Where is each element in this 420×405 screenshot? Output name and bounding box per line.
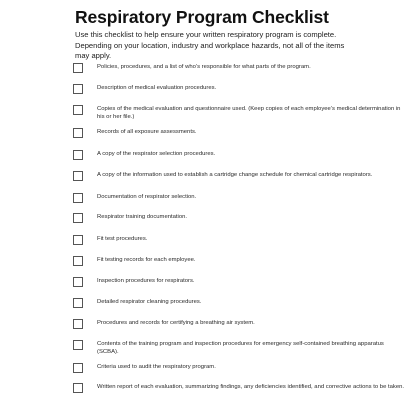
intro-paragraph: Use this checklist to help ensure your written respiratory program is complete. Depending on your location, industry and workplace hazards, not all of the items may apply. xyxy=(75,30,345,60)
checklist-item-cleaning-procedures xyxy=(73,298,413,308)
checklist-item-label: A copy of the respirator selection procedures. xyxy=(97,151,216,157)
checklist-item-label: Written report of each evaluation, summarizing findings, any deficiencies identified, and corrective actions to be taken. xyxy=(97,384,405,390)
checklist-item-medical-copies xyxy=(73,105,413,122)
checklist-item-inspection-procedures xyxy=(73,277,413,287)
checklist-item-breathing-air xyxy=(73,319,413,329)
checklist-item-selection-documentation xyxy=(73,193,413,203)
checkbox[interactable] xyxy=(73,363,83,373)
checklist-item-label: Policies, procedures, and a list of who’s responsible for what parts of the program. xyxy=(97,64,311,70)
checkbox[interactable] xyxy=(73,171,83,181)
checklist-item-label: Fit testing records for each employee. xyxy=(97,257,196,263)
checkbox[interactable] xyxy=(73,63,83,73)
checkbox[interactable] xyxy=(73,105,83,115)
checkbox[interactable] xyxy=(73,193,83,203)
checklist-item-label: Respirator training documentation. xyxy=(97,214,188,220)
checklist-item-label: Inspection procedures for respirators. xyxy=(97,278,195,284)
checklist-item-label: Fit test procedures. xyxy=(97,236,148,242)
checklist-item-exposure-assessments xyxy=(73,128,413,138)
checklist-item-scba-training xyxy=(73,340,413,357)
checklist-item-policies xyxy=(73,63,413,73)
checklist-item-label: Criteria used to audit the respiratory program. xyxy=(97,364,216,370)
checklist-item-training-documentation xyxy=(73,213,413,223)
checkbox[interactable] xyxy=(73,213,83,223)
checklist-item-audit-criteria xyxy=(73,363,413,373)
checkbox[interactable] xyxy=(73,84,83,94)
checklist-item-label: A copy of the information used to establish a cartridge change schedule for chemical cartridge respirators. xyxy=(97,172,373,178)
checkbox[interactable] xyxy=(73,128,83,138)
checklist-item-written-report xyxy=(73,383,413,393)
checkbox[interactable] xyxy=(73,319,83,329)
checkbox[interactable] xyxy=(73,235,83,245)
checklist-item-label: Records of all exposure assessments. xyxy=(97,129,197,135)
checklist-item-label: Copies of the medical evaluation and questionnaire used. (Keep copies of each employee’s medical determination in his or her file.) xyxy=(97,106,401,121)
checklist-item-medical-evaluation xyxy=(73,84,413,94)
checkbox[interactable] xyxy=(73,340,83,350)
checkbox[interactable] xyxy=(73,256,83,266)
checklist-item-selection-procedures xyxy=(73,150,413,160)
checkbox[interactable] xyxy=(73,277,83,287)
checklist-item-fit-test-procedures xyxy=(73,235,413,245)
checklist-item-label: Documentation of respirator selection. xyxy=(97,194,197,200)
checklist-item-label: Description of medical evaluation procedures. xyxy=(97,85,217,91)
checklist-item-label: Contents of the training program and inspection procedures for emergency self-contained breathing apparatus (SCBA). xyxy=(97,341,384,356)
checklist-item-cartridge-schedule xyxy=(73,171,413,181)
checklist-item-label: Detailed respirator cleaning procedures. xyxy=(97,299,202,305)
checkbox[interactable] xyxy=(73,383,83,393)
checkbox[interactable] xyxy=(73,150,83,160)
page-title: Respiratory Program Checklist xyxy=(75,7,329,27)
checklist-item-label: Procedures and records for certifying a breathing air system. xyxy=(97,320,255,326)
checkbox[interactable] xyxy=(73,298,83,308)
checklist-item-fit-test-records xyxy=(73,256,413,266)
